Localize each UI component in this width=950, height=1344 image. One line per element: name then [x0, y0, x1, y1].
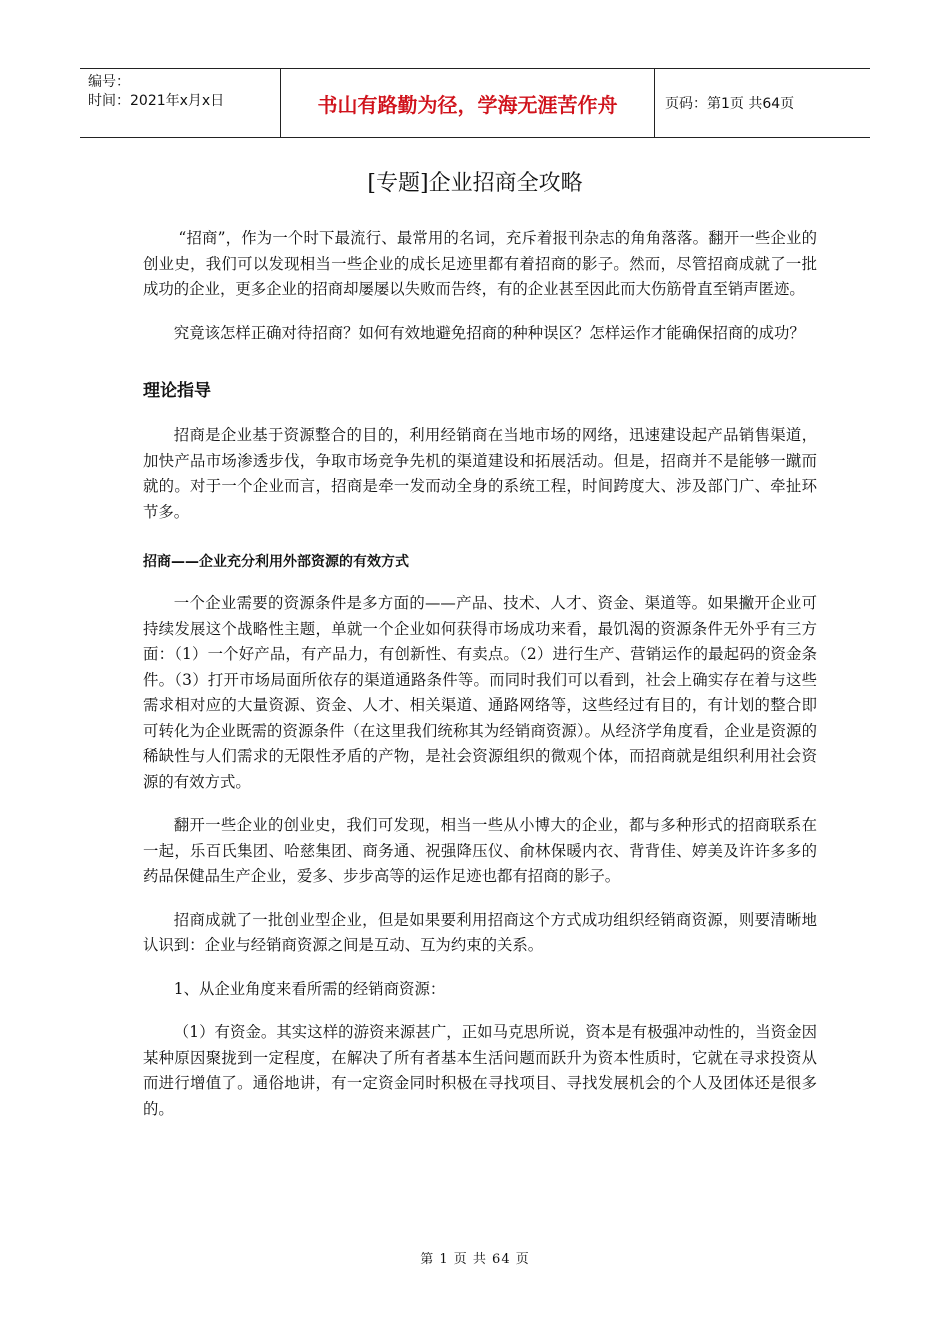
body-paragraph: 招商成就了一批创业型企业，但是如果要利用招商这个方式成功组织经销商资源，则要清晰地认识到：企业与经销商资源之间是互动、互为约束的关系。: [143, 910, 817, 954]
body-paragraph: （1）有资金。其实这样的游资来源甚广，正如马克思所说，资本是有极强冲动性的，当资金因某种原因聚拢到一定程度，在解决了所有者基本生活问题而跃升为资本性质时，它就在寻求投资从而进行增值了。通俗地讲，有一定资金同时积极在寻找项目、寻找发展机会的个人及团体还是很多的。: [143, 1023, 817, 1118]
serial-label: 编号：: [88, 74, 130, 90]
header-page-info: 页码：第1页 共64页: [665, 96, 795, 112]
body-paragraph: 一个企业需要的资源条件是多方面的——产品、技术、人才、资金、渠道等。如果撇开企业可持续发展这个战略性主题，单就一个企业如何获得市场成功来看，最饥渴的资源条件无外乎有三方面：（1）一个好产品，有产品力，有创新性、有卖点。（2）进行生产、营销运作的最起码的资金条件。（3）打开市场局面所依存的渠道通路条件等。而同时我们可以看到，社会上确实存在着与这些需求相对应的大量资源、资金、人才、相关渠道、通路网络等，这些经过有目的，有计划的整合即可转化为企业既需的资源条件（在这里我们统称其为经销商资源）。从经济学角度看，企业是资源的稀缺性与人们需求的无限性矛盾的产物，是社会资源组织的微观个体，而招商就是组织利用社会资源的有效方式。: [143, 594, 817, 791]
page-header: [80, 68, 870, 138]
section-paragraph: 招商是企业基于资源整合的目的，利用经销商在当地市场的网络，迅速建设起产品销售渠道，加快产品市场渗透步伐，争取市场竞争先机的渠道建设和拓展活动。但是，招商并不是能够一蹴而就的。对于一个企业而言，招商是牵一发而动全身的系统工程，时间跨度大、涉及部门广、牵扯环节多。: [143, 426, 817, 521]
intro-paragraph: “招商”，作为一个时下最流行、最常用的名词，充斥着报刊杂志的角角落落。翻开一些企业的创业史，我们可以发现相当一些企业的成长足迹里都有着招商的影子。然而，尽管招商成就了一批成功的企业，更多企业的招商却屡屡以失败而告终，有的企业甚至因此而大伤筋骨直至销声匿迹。: [143, 229, 817, 298]
intro-paragraph: 究竟该怎样正确对待招商？如何有效地避免招商的种种误区？怎样运作才能确保招商的成功？: [173, 323, 805, 342]
page-footer: 第 1 页 共 64 页: [420, 1252, 530, 1267]
header-meta: [80, 69, 281, 137]
document-title: [专题]企业招商全攻略: [367, 171, 583, 196]
document-body: [143, 226, 817, 1140]
body-paragraph: 翻开一些企业的创业史，我们可发现，相当一些从小博大的企业，都与多种形式的招商联系在一起，乐百氏集团、哈慈集团、商务通、祝强降压仪、俞林保暖内衣、背背佳、婷美及许许多多的药品保健品生产企业，爱多、步步高等的运作足迹也都有招商的影子。: [143, 816, 817, 885]
subsection-heading: 招商——企业充分利用外部资源的有效方式: [143, 554, 409, 570]
header-motto: 书山有路勤为径，学海无涯苦作舟: [281, 69, 655, 137]
section-heading: 理论指导: [143, 381, 211, 401]
list-heading: 1、从企业角度来看所需的经销商资源：: [173, 979, 446, 998]
date-label: 时间：2021年x月x日: [88, 93, 225, 109]
